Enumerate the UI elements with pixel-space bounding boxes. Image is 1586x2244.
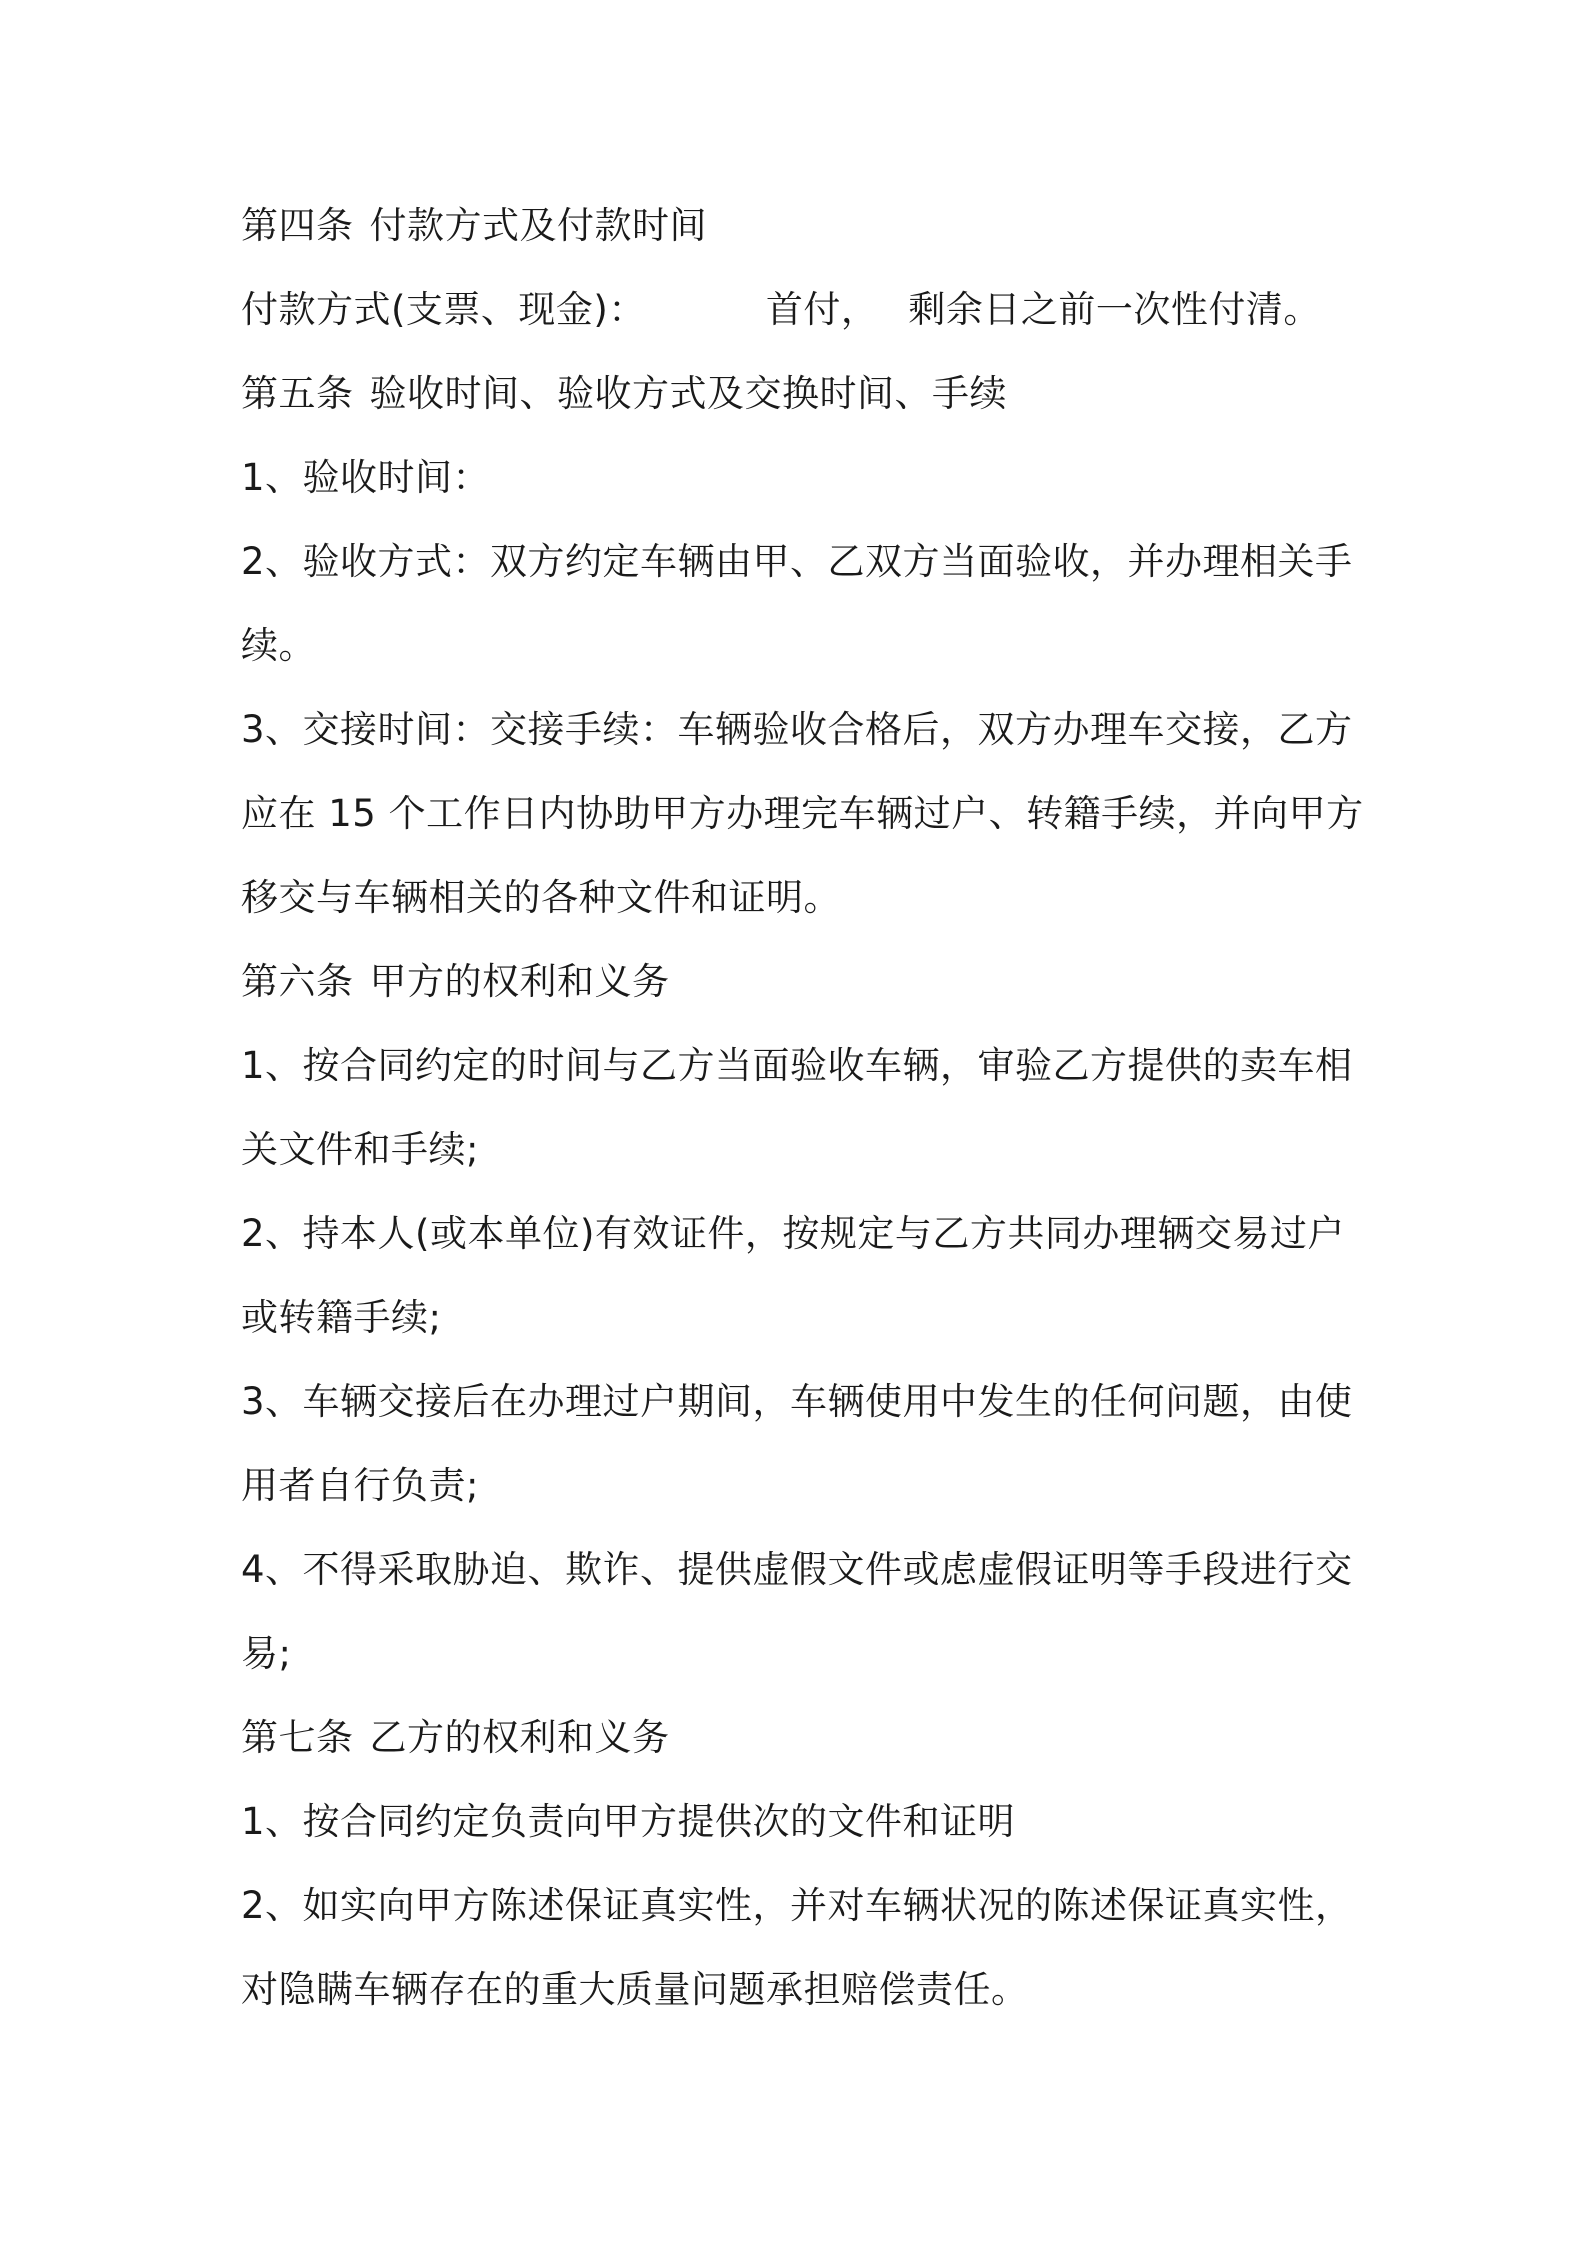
article-7-number: 第七条 (241, 1716, 354, 1759)
article-5-line: 移交与车辆相关的各种文件和证明。 (241, 876, 841, 919)
payment-method-line (241, 284, 1321, 336)
article-4-title: 付款方式及付款时间 (369, 204, 707, 247)
payment-first: 首付， (765, 288, 879, 331)
payment-method-label: 付款方式(支票、现金)： (241, 288, 646, 331)
article-6-line: 1、按合同约定的时间与乙方当面验收车辆，审验乙方提供的卖车相 (241, 1044, 1353, 1087)
article-5-heading (241, 368, 1007, 420)
article-7-heading (241, 1712, 670, 1764)
article-7-line: 2、如实向甲方陈述保证真实性，并对车辆状况的陈述保证真实性， (241, 1884, 1353, 1927)
article-5-number: 第五条 (241, 372, 354, 415)
article-4-number: 第四条 (241, 204, 354, 247)
article-7-title: 乙方的权利和义务 (369, 1716, 670, 1759)
article-6-line: 易; (241, 1632, 292, 1675)
payment-remaining: 剩余日之前一次性付清。 (908, 288, 1321, 331)
article-5-line: 应在 15 个工作日内协助甲方办理完车辆过户、转籍手续，并向甲方 (241, 792, 1364, 835)
article-5-title: 验收时间、验收方式及交换时间、手续 (369, 372, 1007, 415)
article-6-line: 用者自行负责; (241, 1464, 479, 1507)
article-6-line: 3、车辆交接后在办理过户期间，车辆使用中发生的任何问题，由使 (241, 1380, 1353, 1423)
article-7-line: 1、按合同约定负责向甲方提供次的文件和证明 (241, 1800, 1016, 1843)
article-5-line: 3、交接时间：交接手续：车辆验收合格后，双方办理车交接，乙方 (241, 708, 1353, 751)
article-6-heading (241, 956, 670, 1008)
article-6-title: 甲方的权利和义务 (369, 960, 670, 1003)
article-6-number: 第六条 (241, 960, 354, 1003)
article-5-line: 续。 (241, 624, 316, 667)
article-7-line: 对隐瞒车辆存在的重大质量问题承担赔偿责任。 (241, 1968, 1029, 2011)
article-4-heading (241, 200, 707, 252)
article-5-line: 1、验收时间： (241, 456, 491, 499)
article-6-line: 2、持本人(或本单位)有效证件，按规定与乙方共同办理辆交易过户 (241, 1212, 1345, 1255)
article-6-line: 4、不得采取胁迫、欺诈、提供虚假文件或虑虚假证明等手段进行交 (241, 1548, 1353, 1591)
article-6-line: 或转籍手续; (241, 1296, 442, 1339)
article-6-line: 关文件和手续; (241, 1128, 479, 1171)
article-5-line: 2、验收方式：双方约定车辆由甲、乙双方当面验收，并办理相关手 (241, 540, 1353, 583)
